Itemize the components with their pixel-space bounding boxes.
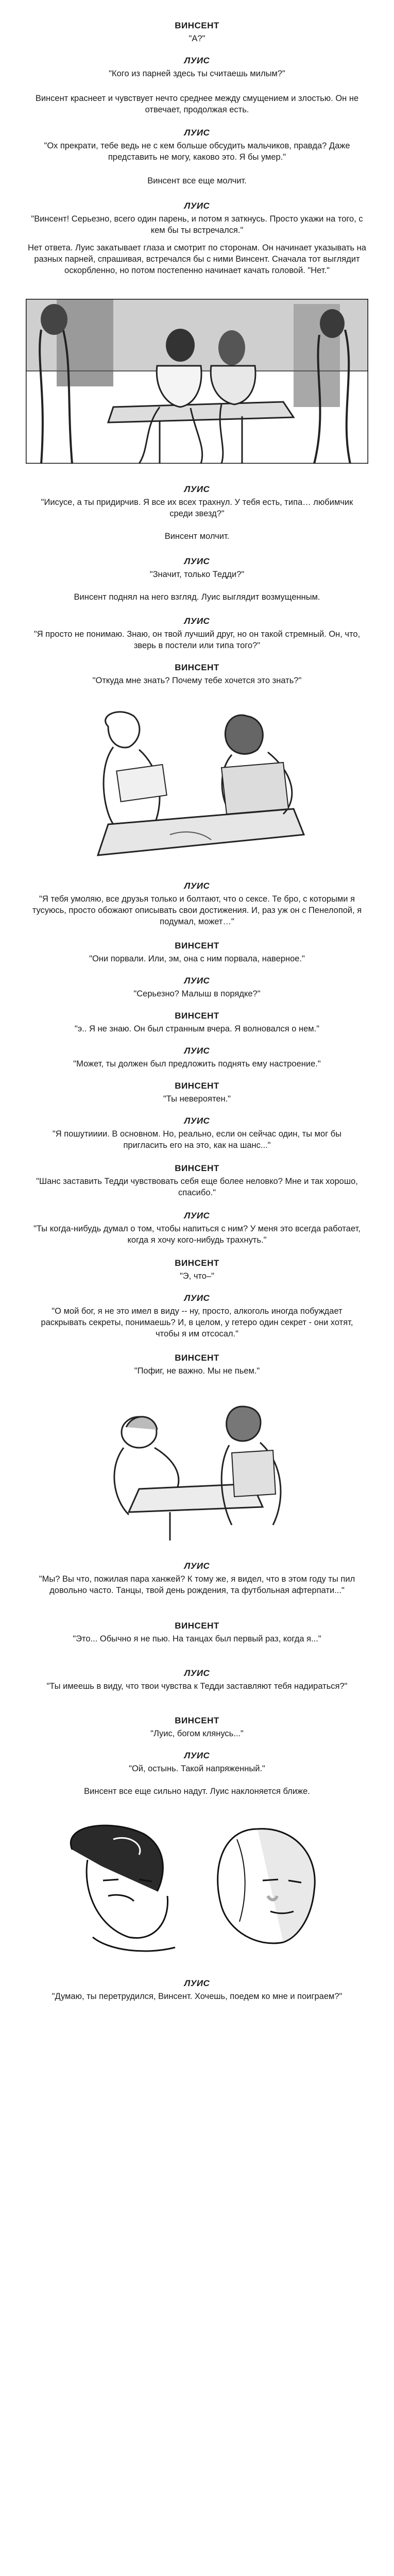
- comic-panel-closeup: [41, 1819, 355, 1958]
- dialogue-line: "Я пошутииии. В основном. Но, реально, если он сейчас один, ты мог бы пригласить его на это, как на шанс...": [52, 1129, 342, 1150]
- dialogue-block: [0, 1046, 394, 1070]
- speaker-name: ЛУИС: [184, 616, 210, 626]
- dialogue-block: [0, 201, 394, 236]
- speaker-name: ЛУИС: [184, 1561, 210, 1571]
- dialogue-line: "Ты когда-нибудь думал о том, чтобы напиться с ним? У меня это всегда работает, когда я хочу кого-нибудь трахнуть.": [33, 1224, 361, 1245]
- panel-illustration: [26, 299, 368, 464]
- dialogue-line: "Это... Обычно я не пью. На танцах был первый раз, когда я...": [73, 1634, 321, 1643]
- speaker-name: ВИНСЕНТ: [175, 941, 219, 951]
- dialogue-block: [0, 1163, 394, 1198]
- dialogue-line: "Ты имеешь в виду, что твои чувства к Тедди заставляют тебя надираться?": [46, 1682, 348, 1691]
- dialogue-block: [0, 1668, 394, 1692]
- speaker-name: ЛУИС: [184, 1046, 210, 1056]
- dialogue-line: "Я просто не понимаю. Знаю, он твой лучший друг, но он такой стремный. Он, что, зверь в постели или типа того?": [33, 630, 361, 650]
- dialogue-line: "Мы? Вы что, пожилая пара ханжей? К тому же, я видел, что в этом году ты пил довольно часто. Танцы, твой день рождения, та футбольная афтерпати...": [39, 1574, 355, 1595]
- speaker-name: ЛУИС: [184, 484, 210, 494]
- dialogue-block: [0, 663, 394, 686]
- panel-illustration: [41, 1819, 355, 1958]
- comic-panel-table-talk: [77, 706, 319, 860]
- dialogue-block: [0, 21, 394, 44]
- dialogue-line: "Значит, только Тедди?": [149, 570, 245, 579]
- dialogue-block: [0, 881, 394, 927]
- dialogue-line: "Пофиг, не важно. Мы не пьем.": [134, 1366, 260, 1376]
- speaker-name: ЛУИС: [184, 1978, 210, 1988]
- dialogue-block: [0, 56, 394, 79]
- dialogue-line: "Кого из парней здесь ты считаешь милым?": [109, 69, 285, 78]
- dialogue-line: "Откуда мне знать? Почему тебе хочется это знать?": [92, 676, 302, 685]
- narration-text: Винсент поднял на него взгляд. Луис выглядит возмущенным.: [74, 592, 320, 602]
- narration-text: Винсент краснеет и чувствует нечто среднее между смущением и злостью. Он не отвечает, продолжая есть.: [35, 94, 359, 114]
- speaker-name: ЛУИС: [184, 128, 210, 138]
- speaker-name: ВИНСЕНТ: [175, 1353, 219, 1363]
- speaker-name: ЛУИС: [184, 1751, 210, 1760]
- dialogue-block: [0, 128, 394, 163]
- dialogue-line: "Ох прекрати, тебе ведь не с кем больше обсудить мальчиков, правда? Даже представить не могу, каково это. Я бы умер.": [44, 141, 350, 162]
- speaker-name: ЛУИС: [184, 1116, 210, 1126]
- dialogue-line: "Э, что–": [179, 1272, 215, 1281]
- speaker-name: ВИНСЕНТ: [175, 1258, 219, 1268]
- dialogue-block: [0, 976, 394, 999]
- speaker-name: ЛУИС: [184, 1293, 210, 1303]
- speaker-name: ВИНСЕНТ: [175, 1011, 219, 1021]
- speaker-name: ЛУИС: [184, 556, 210, 566]
- speaker-name: ВИНСЕНТ: [175, 663, 219, 672]
- dialogue-block: [0, 1081, 394, 1105]
- dialogue-block: [0, 556, 394, 580]
- dialogue-line: "Винсент! Серьезно, всего один парень, и потом я заткнусь. Просто укажи на того, с кем бы ты встречался.": [31, 214, 363, 235]
- dialogue-line: "О мой бог, я не это имел в виду -- ну, просто, алкоголь иногда побуждает раскрывать секреты, понимаешь? И, в целом, у гетеро один секрет - они хотят, чтобы я им отсосал.": [41, 1307, 353, 1338]
- narration-text: Винсент молчит.: [164, 532, 230, 541]
- dialogue-block: [0, 616, 394, 651]
- dialogue-block: [0, 1116, 394, 1151]
- dialogue-block: [0, 1621, 394, 1645]
- dialogue-line: "А?": [189, 34, 205, 43]
- dialogue-block: [0, 1561, 394, 1596]
- dialogue-line: "Луис, богом клянусь...": [150, 1729, 244, 1738]
- speaker-name: ЛУИС: [184, 1668, 210, 1678]
- dialogue-block: [0, 1751, 394, 1774]
- speaker-name: ВИНСЕНТ: [175, 21, 219, 30]
- comic-panel-cafeteria: [26, 299, 368, 464]
- dialogue-block: [0, 1211, 394, 1246]
- dialogue-block: [0, 1258, 394, 1282]
- dialogue-line: "Думаю, ты перетрудился, Винсент. Хочешь, поедем ко мне и поиграем?": [52, 1992, 342, 2001]
- speaker-name: ВИНСЕНТ: [175, 1163, 219, 1173]
- dialogue-line: "Иисусе, а ты придирчив. Я все их всех трахнул. У тебя есть, типа… любимчик среди звезд?": [41, 498, 353, 518]
- narration-text: Винсент все еще молчит.: [147, 176, 247, 185]
- speaker-name: ЛУИС: [184, 56, 210, 65]
- speaker-name: ВИНСЕНТ: [175, 1081, 219, 1091]
- speaker-name: ЛУИС: [184, 976, 210, 986]
- speaker-name: ЛУИС: [184, 201, 210, 211]
- speaker-name: ВИНСЕНТ: [175, 1621, 219, 1631]
- dialogue-line: "Шанс заставить Тедди чувствовать себя еще более неловко? Мне и так хорошо, спасибо.": [36, 1177, 358, 1197]
- dialogue-block: [0, 941, 394, 964]
- dialogue-line: "Я тебя умоляю, все друзья только и болтают, что о сексе. Те брo, с которыми я тусуюсь, просто обожают описывать свои достижения. И, раз уж он с Пенелопой, я подумал, может…": [32, 894, 362, 926]
- dialogue-block: [0, 484, 394, 519]
- dialogue-block: [0, 1293, 394, 1340]
- speaker-name: ЛУИС: [184, 1211, 210, 1221]
- comic-panel-seated-pair: [77, 1396, 319, 1540]
- dialogue-block: [0, 1353, 394, 1377]
- dialogue-line: "э.. Я не знаю. Он был странным вчера. Я волновался о нем.": [74, 1024, 320, 1033]
- dialogue-line: "Ты невероятен.": [163, 1094, 231, 1104]
- dialogue-line: "Серьезно? Малыш в порядке?": [133, 989, 261, 998]
- narration-text: Винсент все еще сильно надут. Луис наклоняется ближе.: [84, 1787, 310, 1796]
- dialogue-block: [0, 1978, 394, 2002]
- dialogue-line: "Они порвали. Или, эм, она с ним порвала, наверное.": [89, 954, 305, 963]
- dialogue-line: "Может, ты должен был предложить поднять ему настроение.": [73, 1059, 321, 1069]
- speaker-name: ЛУИС: [184, 881, 210, 891]
- panel-illustration: [77, 706, 319, 860]
- dialogue-line: "Ой, остынь. Такой напряженный.": [129, 1764, 265, 1773]
- dialogue-block: [0, 1716, 394, 1739]
- dialogue-block: [0, 1011, 394, 1035]
- panel-illustration: [77, 1396, 319, 1540]
- speaker-name: ВИНСЕНТ: [175, 1716, 219, 1725]
- narration-text: Нет ответа. Луис закатывает глаза и смотрит по сторонам. Он начинает указывать на разных парней, спрашивая, встречался бы с ними Винсент. Сначала тот выглядит оскорбленно, но потом постепенно начинает качать головой. "Нет.": [28, 243, 366, 275]
